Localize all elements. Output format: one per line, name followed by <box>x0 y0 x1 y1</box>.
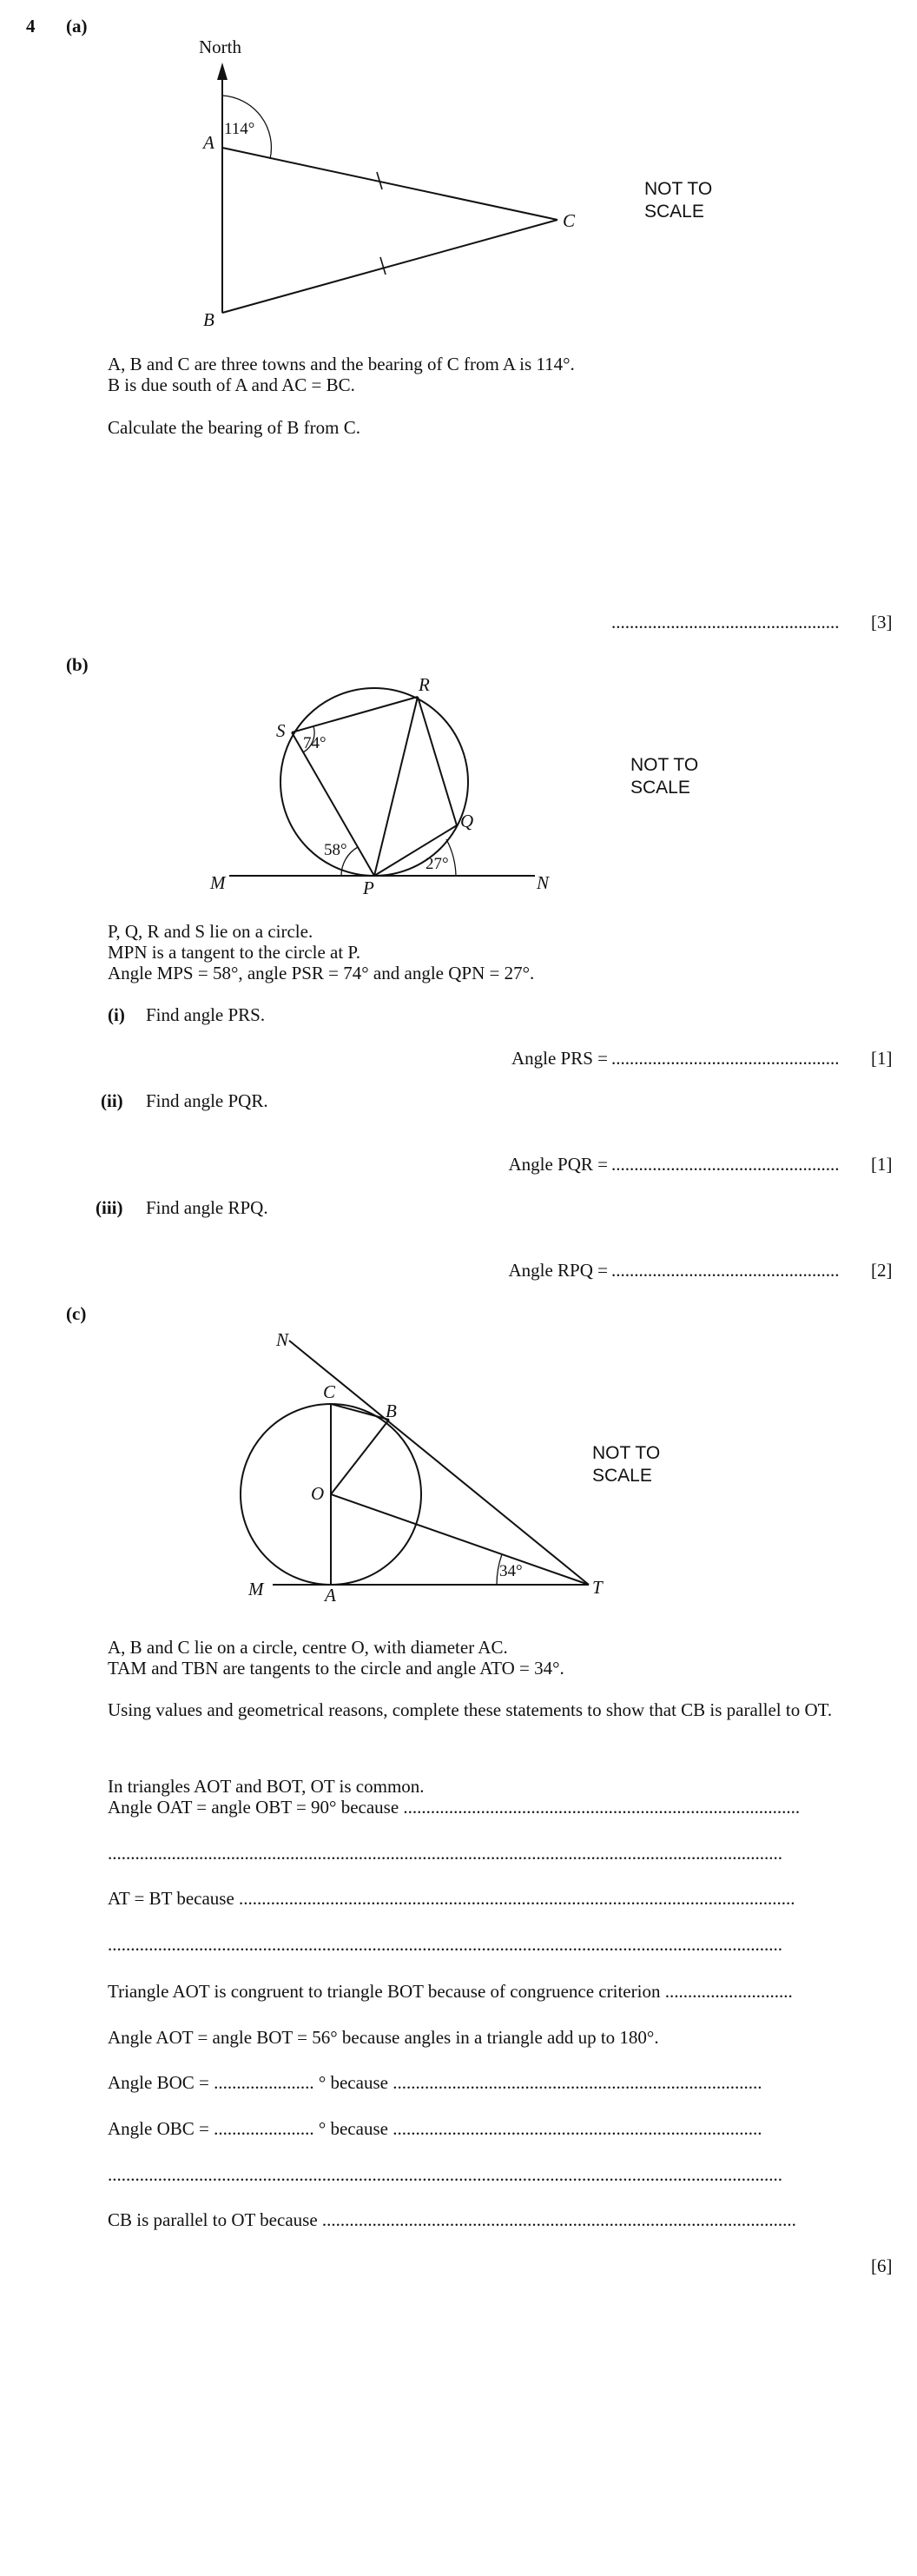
subpart-iii-question: Find angle RPQ. <box>146 1197 268 1218</box>
part-c-instruction: Using values and geometrical reasons, complete these statements to show that CB is parallel to OT. <box>108 1699 833 1720</box>
point-r-label: R <box>419 674 430 695</box>
point-p-label: P <box>363 877 374 898</box>
part-a-marks: [3] <box>871 612 893 632</box>
angle-34-label: 34° <box>499 1562 523 1580</box>
proof-line-10[interactable]: .................................................................................................................................................... <box>108 2164 782 2185</box>
point-q-label: Q <box>460 811 474 831</box>
subpart-ii-answer-label: Angle PQR = <box>508 1154 608 1175</box>
subpart-iii-answer-label: Angle RPQ = <box>508 1260 608 1281</box>
part-b-text-3: Angle MPS = 58°, angle PSR = 74° and angle QPN = 27°. <box>108 963 535 983</box>
subpart-iii-marks: [2] <box>871 1260 893 1281</box>
subpart-i-marks: [1] <box>871 1048 893 1069</box>
proof-line-8[interactable]: Angle BOC = ...................... ° because ................................................................................. <box>108 2072 762 2093</box>
part-a-text-2: B is due south of A and AC = BC. <box>108 374 355 395</box>
subpart-iii-answer-line[interactable]: .................................................. <box>611 1260 840 1281</box>
not-to-scale-b-line1: NOT TO <box>630 755 699 775</box>
subpart-ii-label: (ii) <box>101 1090 123 1111</box>
question-number: 4 <box>26 16 36 36</box>
subpart-i-label: (i) <box>108 1004 125 1025</box>
point-m-label-c: M <box>248 1579 264 1599</box>
proof-line-5[interactable]: .................................................................................................................................................... <box>108 1934 782 1955</box>
proof-line-11[interactable]: CB is parallel to OT because ........................................................................................................ <box>108 2209 796 2230</box>
point-o-label: O <box>311 1483 325 1504</box>
subpart-iii-label: (iii) <box>96 1197 123 1218</box>
proof-line-3[interactable]: .................................................................................................................................................... <box>108 1843 782 1864</box>
subpart-i-answer-label: Angle PRS = <box>511 1048 608 1069</box>
proof-line-1: In triangles AOT and BOT, OT is common. <box>108 1776 425 1797</box>
subpart-i-answer-line[interactable]: .................................................. <box>611 1048 840 1069</box>
angle-74-label: 74° <box>303 734 327 752</box>
part-b-text-1: P, Q, R and S lie on a circle. <box>108 921 313 942</box>
part-b-label: (b) <box>66 654 89 675</box>
part-c-label: (c) <box>66 1303 87 1324</box>
not-to-scale-a-line2: SCALE <box>644 202 704 222</box>
point-s-label: S <box>276 720 286 741</box>
part-b-text-2: MPN is a tangent to the circle at P. <box>108 942 361 963</box>
point-c-label-c: C <box>323 1381 336 1402</box>
point-a-label: A <box>203 132 214 153</box>
not-to-scale-c-line1: NOT TO <box>592 1443 661 1463</box>
angle-114-label: 114° <box>224 120 255 138</box>
subpart-ii-answer-line[interactable]: .................................................. <box>611 1154 840 1175</box>
subpart-ii-question: Find angle PQR. <box>146 1090 268 1111</box>
not-to-scale-a-line1: NOT TO <box>644 179 713 199</box>
point-a-label-c: A <box>325 1585 336 1606</box>
point-n-label-b: N <box>537 872 550 893</box>
proof-line-7: Angle AOT = angle BOT = 56° because angles in a triangle add up to 180°. <box>108 2027 659 2048</box>
point-c-label: C <box>563 210 576 231</box>
point-t-label: T <box>592 1577 603 1598</box>
proof-line-6[interactable]: Triangle AOT is congruent to triangle BOT because of congruence criterion ............................ <box>108 1981 793 2002</box>
part-c-marks: [6] <box>871 2255 893 2276</box>
north-label: North <box>199 36 241 57</box>
point-b-label: B <box>203 309 214 330</box>
part-c-text-1: A, B and C lie on a circle, centre O, with diameter AC. <box>108 1637 508 1658</box>
part-c-text-2: TAM and TBN are tangents to the circle and angle ATO = 34°. <box>108 1658 564 1679</box>
subpart-ii-marks: [1] <box>871 1154 893 1175</box>
angle-27-label: 27° <box>426 855 449 873</box>
angle-58-label: 58° <box>324 841 347 859</box>
subpart-i-question: Find angle PRS. <box>146 1004 266 1025</box>
not-to-scale-c-line2: SCALE <box>592 1466 652 1486</box>
part-a-label: (a) <box>66 16 88 36</box>
part-a-text-1: A, B and C are three towns and the bearing of C from A is 114°. <box>108 354 575 374</box>
point-n-label-c: N <box>276 1329 289 1350</box>
proof-line-2[interactable]: Angle OAT = angle OBT = 90° because ....................................................................................... <box>108 1797 801 1818</box>
proof-line-4[interactable]: AT = BT because .......................................................................................................................... <box>108 1888 795 1909</box>
point-m-label-b: M <box>210 872 226 893</box>
part-a-answer-line[interactable]: .................................................. <box>611 612 840 632</box>
not-to-scale-b-line2: SCALE <box>630 778 690 798</box>
proof-line-9[interactable]: Angle OBC = ...................... ° because ................................................................................. <box>108 2118 762 2139</box>
point-b-label-c: B <box>386 1401 397 1421</box>
part-a-question: Calculate the bearing of B from C. <box>108 417 360 438</box>
